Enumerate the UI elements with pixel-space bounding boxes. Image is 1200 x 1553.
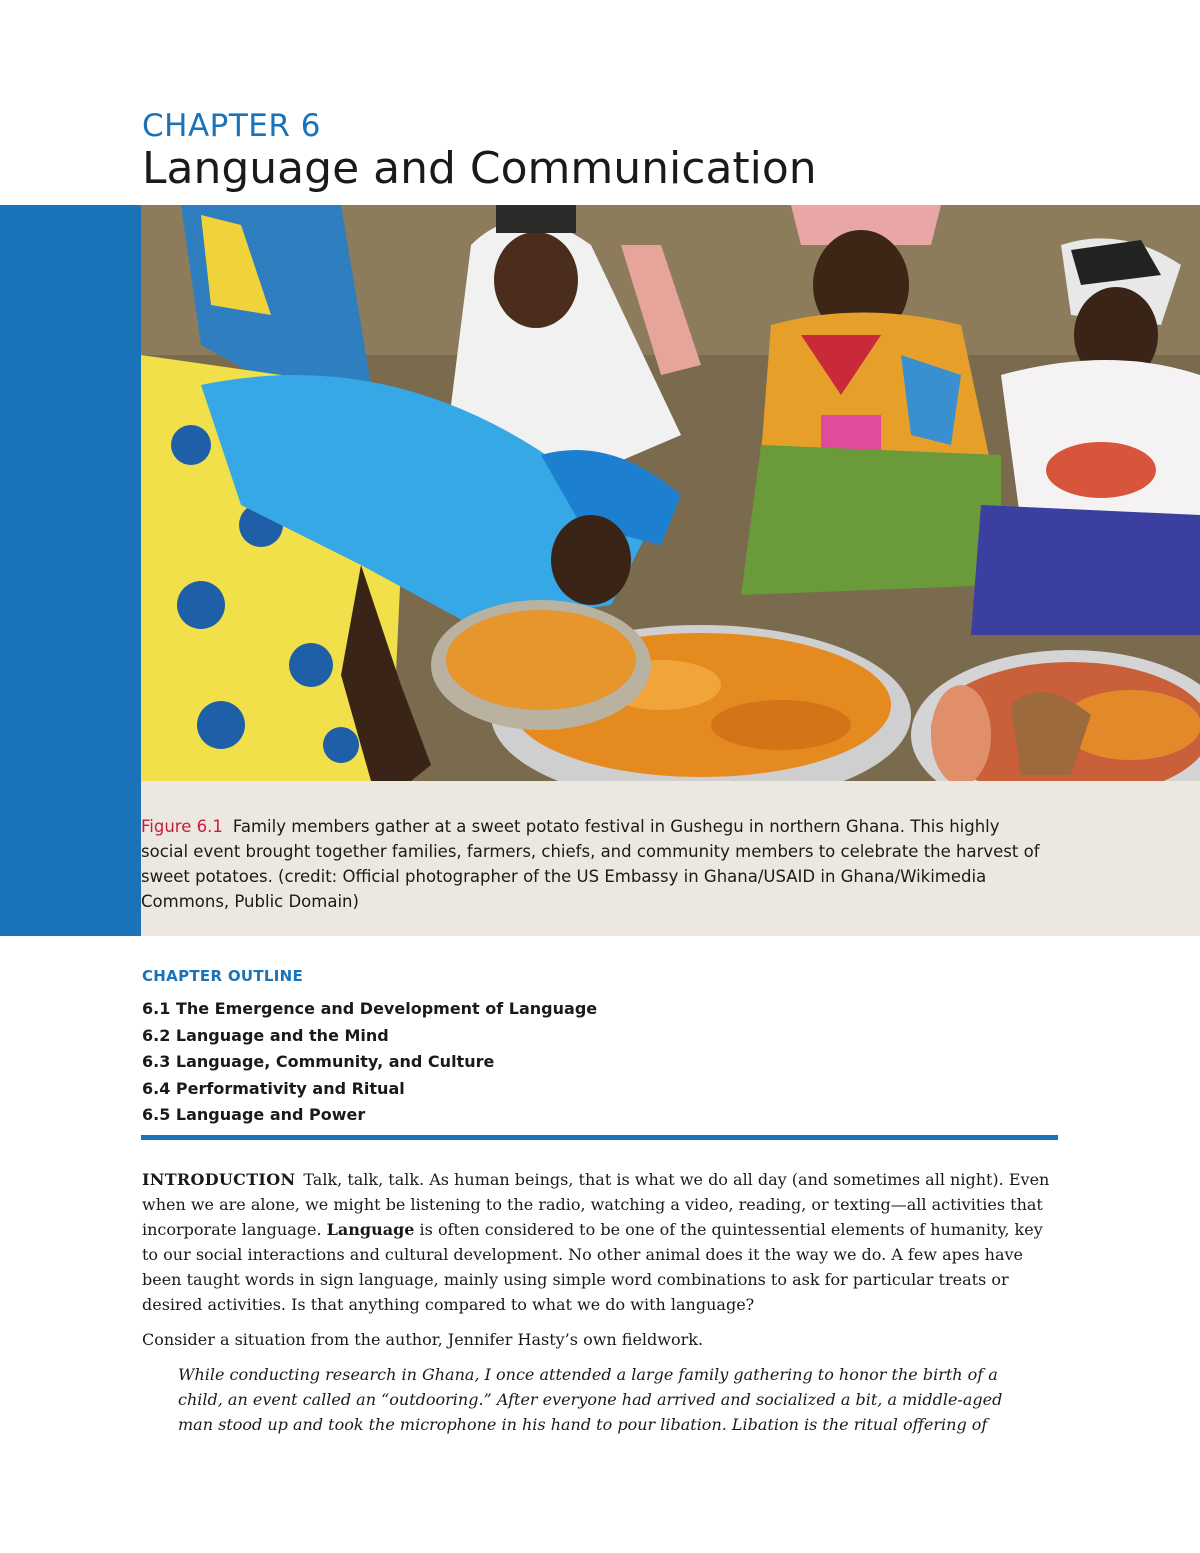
consider-paragraph: Consider a situation from the author, Jennifer Hasty’s own fieldwork. <box>142 1330 704 1349</box>
intro-paragraph <box>142 1167 1058 1317</box>
intro-lead: INTRODUCTION <box>142 1170 296 1189</box>
figure-caption-text: Family members gather at a sweet potato festival in Gushegu in northern Ghana. This highly social event brought together families, farmers, chiefs, and community members to celebrate the harvest of sweet potatoes. (credit: Official photographer of the US Embassy in Ghana/USAID in Ghana/Wikimedia Commons, Public Domain) <box>141 816 1040 911</box>
intro-text-part1: Talk, talk, talk. As human beings, that is what we do all day (and sometimes all night). Even when we are alone, we might be listening to the radio, watching a video, reading, or texting—all activities that incorporate language. <box>142 1170 1050 1239</box>
outline-item[interactable]: 6.3 Language, Community, and Culture <box>142 1052 495 1071</box>
chapter-title: Language and Communication <box>142 143 817 194</box>
figure-caption-box <box>141 781 1200 936</box>
section-divider <box>141 1135 1058 1140</box>
chapter-outline <box>142 996 597 1129</box>
intro-text-part2: is often considered to be one of the quintessential elements of humanity, key to our social interactions and cultural development. No other animal does it the way we do. A few apes have been taught words in sign language, mainly using simple word combinations to ask for particular treats or desired activities. Is that anything compared to what we do with language? <box>142 1220 1043 1314</box>
outline-item[interactable]: 6.2 Language and the Mind <box>142 1025 389 1045</box>
chapter-label: CHAPTER 6 <box>142 108 321 144</box>
fieldwork-quote: While conducting research in Ghana, I once attended a large family gathering to honor the birth of a child, an event called an “outdooring.” After everyone had arrived and socialized a bit, a middle-aged man stood up and took the microphone in his hand to pour libation. Libation is the ritual offering of <box>178 1365 1003 1434</box>
outline-item[interactable]: 6.5 Language and Power <box>142 1105 366 1124</box>
figure-caption <box>141 814 1051 914</box>
side-accent-bar <box>0 205 141 936</box>
outline-item[interactable]: 6.4 Performativity and Ritual <box>142 1078 405 1098</box>
figure-number: Figure 6.1 <box>141 816 223 836</box>
chapter-photo <box>141 205 1200 781</box>
key-term-language: Language <box>326 1220 415 1239</box>
outline-heading: CHAPTER OUTLINE <box>142 967 304 985</box>
outline-item[interactable]: 6.1 The Emergence and Development of Language <box>142 999 598 1018</box>
